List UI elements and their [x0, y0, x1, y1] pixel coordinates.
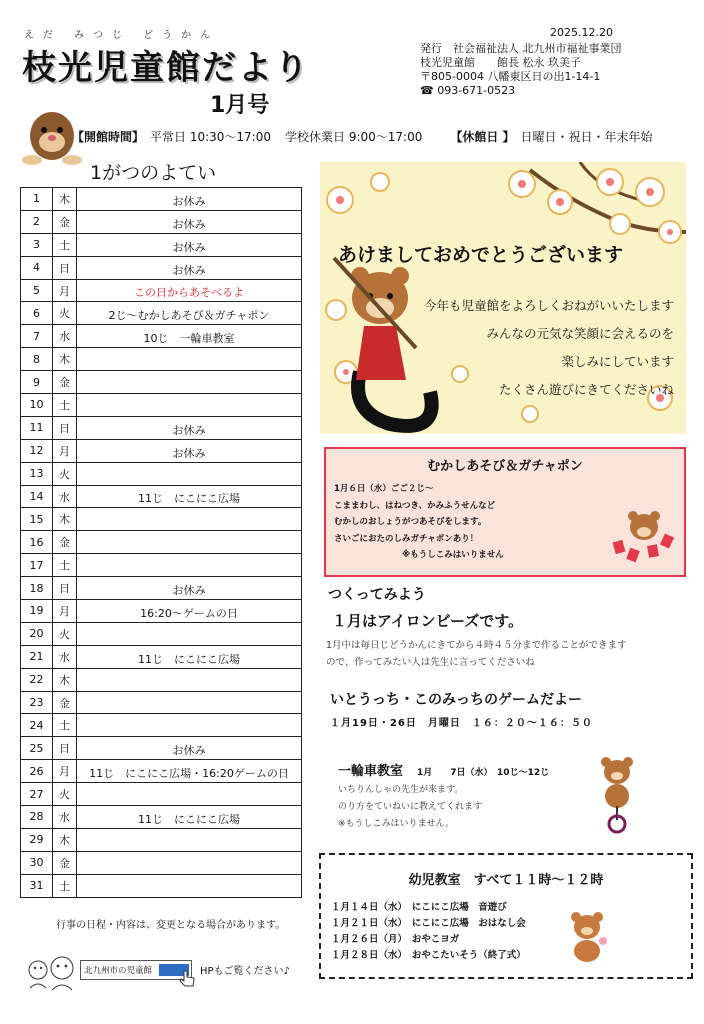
calendar-day: 6	[21, 302, 53, 325]
schedule-calendar	[20, 187, 302, 898]
calendar-weekday: 水	[53, 806, 77, 829]
calendar-title: 1がつのよてい	[90, 162, 217, 184]
calendar-day: 26	[21, 760, 53, 783]
calendar-event: お休み	[77, 233, 302, 256]
calendar-event	[77, 531, 302, 554]
issue-date: 2025.12.20	[550, 26, 613, 39]
calendar-event: この日からあそべるよ	[77, 279, 302, 302]
calendar-weekday: 日	[53, 416, 77, 439]
calendar-event: お休み	[77, 737, 302, 760]
issue-label: 1月号	[210, 93, 270, 118]
calendar-row	[21, 485, 302, 508]
craft-line: ので、作ってみたい人は先生に言ってくださいね	[326, 657, 535, 668]
calendar-event: お休み	[77, 439, 302, 462]
unicycle-line: いちりんしゃの先生が来ます。	[338, 785, 464, 795]
unicycle-description	[338, 782, 482, 833]
bear-unicycle-illustration-icon	[592, 756, 642, 834]
calendar-day: 4	[21, 256, 53, 279]
calendar-day: 29	[21, 828, 53, 851]
title-ruby: えだ みつじ どうかん	[24, 30, 220, 41]
new-year-line: みんなの元気な笑顔に会えるのを	[486, 326, 674, 341]
weekday-hours: 平常日 10:30～17:00	[150, 130, 271, 144]
cursor-hand-icon	[178, 968, 198, 988]
calendar-row	[21, 783, 302, 806]
calendar-weekday: 火	[53, 302, 77, 325]
calendar-event: 11じ にこにこ広場	[77, 645, 302, 668]
calendar-row	[21, 302, 302, 325]
calendar-weekday: 月	[53, 279, 77, 302]
calendar-weekday: 水	[53, 485, 77, 508]
calendar-day: 20	[21, 622, 53, 645]
calendar-weekday: 木	[53, 828, 77, 851]
calendar-row	[21, 325, 302, 348]
calendar-weekday: 金	[53, 371, 77, 394]
calendar-row	[21, 531, 302, 554]
infant-class-item: １月２６日（月） おやこヨガ	[331, 934, 460, 945]
calendar-event: お休み	[77, 577, 302, 600]
infant-class-item: １月１４日（水） にこにこ広場 音遊び	[331, 902, 507, 913]
infant-class-box	[319, 853, 693, 979]
calendar-row	[21, 210, 302, 233]
calendar-event: お休み	[77, 256, 302, 279]
calendar-row	[21, 806, 302, 829]
calendar-row	[21, 256, 302, 279]
calendar-row	[21, 737, 302, 760]
calendar-event: 11じ にこにこ広場	[77, 485, 302, 508]
calendar-day: 16	[21, 531, 53, 554]
calendar-event	[77, 668, 302, 691]
closed-days-label: 【休館日 】	[450, 130, 515, 144]
mukashi-event-box	[324, 447, 686, 577]
new-year-title: あけましておめでとうございます	[338, 244, 624, 266]
calendar-weekday: 金	[53, 210, 77, 233]
calendar-weekday: 土	[53, 394, 77, 417]
mukashi-line: さいごにおたのしみガチャポンあり！	[334, 533, 479, 544]
calendar-weekday: 金	[53, 851, 77, 874]
calendar-day: 17	[21, 554, 53, 577]
publisher-line: 〒805-0004 八幡東区日の出1-14-1	[420, 70, 601, 83]
calendar-day: 14	[21, 485, 53, 508]
calendar-row	[21, 668, 302, 691]
calendar-row	[21, 828, 302, 851]
calendar-row	[21, 462, 302, 485]
calendar-weekday: 土	[53, 714, 77, 737]
calendar-event: 2じ～むかしあそび＆ガチャポン	[77, 302, 302, 325]
craft-title: １月はアイロンビーズです。	[332, 612, 524, 630]
calendar-day: 30	[21, 851, 53, 874]
calendar-day: 13	[21, 462, 53, 485]
new-year-card	[320, 162, 686, 434]
calendar-day: 21	[21, 645, 53, 668]
calendar-weekday: 木	[53, 348, 77, 371]
calendar-day: 27	[21, 783, 53, 806]
calendar-weekday: 土	[53, 233, 77, 256]
calendar-event	[77, 508, 302, 531]
calendar-day: 15	[21, 508, 53, 531]
hp-text: HPもご覧ください♪	[200, 966, 290, 977]
calendar-event: 10じ 一輪車教室	[77, 325, 302, 348]
infant-class-list	[331, 900, 526, 964]
calendar-event	[77, 714, 302, 737]
holiday-hours: 学校休業日 9:00～17:00	[285, 130, 423, 144]
calendar-row	[21, 600, 302, 623]
bear-cards-illustration-icon	[608, 505, 678, 565]
calendar-day: 11	[21, 416, 53, 439]
calendar-event: 11じ にこにこ広場	[77, 806, 302, 829]
calendar-day: 18	[21, 577, 53, 600]
calendar-event: お休み	[77, 188, 302, 211]
mukashi-body	[334, 481, 504, 564]
mukashi-line: こままわし、はねつき、かみふうせんなど	[334, 500, 496, 511]
calendar-event: 16:20～ゲームの日	[77, 600, 302, 623]
calendar-weekday: 土	[53, 554, 77, 577]
calendar-row	[21, 439, 302, 462]
calendar-weekday: 日	[53, 577, 77, 600]
craft-line: 1月中は毎日じどうかんにきてから４時４５分まで作ることができます	[326, 640, 627, 651]
mukashi-title: むかしあそび＆ガチャポン	[427, 459, 583, 474]
calendar-weekday: 水	[53, 645, 77, 668]
publisher-line: 枝光児童館 館長 松永 玖美子	[420, 56, 581, 69]
opening-hours	[72, 128, 653, 145]
calendar-row	[21, 394, 302, 417]
open-hours-label: 【開館時間】	[72, 130, 145, 144]
hp-link-box[interactable]	[80, 960, 192, 980]
hp-link-label: 北九州市の児童館	[84, 966, 153, 976]
calendar-row	[21, 622, 302, 645]
infant-class-title: 幼児教室 すべて１１時～１２時	[408, 873, 604, 888]
calendar-day: 31	[21, 874, 53, 897]
new-year-line: 楽しみにしています	[561, 354, 674, 369]
calendar-weekday: 木	[53, 188, 77, 211]
unicycle-line: のり方をていねいに教えてくれます	[338, 802, 483, 812]
unicycle-date: 1月 7日（水） 10じ～12じ	[417, 768, 550, 778]
calendar-weekday: 火	[53, 622, 77, 645]
calendar-day: 7	[21, 325, 53, 348]
calendar-event	[77, 783, 302, 806]
calendar-weekday: 月	[53, 600, 77, 623]
calendar-row	[21, 416, 302, 439]
children-illustration-icon	[24, 952, 78, 992]
publisher-line: 発行 社会福祉法人 北九州市福祉事業団	[420, 42, 622, 55]
calendar-event: 11じ にこにこ広場・16:20ゲームの日	[77, 760, 302, 783]
calendar-day: 24	[21, 714, 53, 737]
calendar-event	[77, 371, 302, 394]
calendar-weekday: 金	[53, 691, 77, 714]
calendar-day: 1	[21, 188, 53, 211]
calendar-row	[21, 851, 302, 874]
calendar-weekday: 日	[53, 737, 77, 760]
calendar-day: 19	[21, 600, 53, 623]
calendar-row	[21, 233, 302, 256]
calendar-row	[21, 714, 302, 737]
calendar-weekday: 木	[53, 668, 77, 691]
calendar-row	[21, 188, 302, 211]
calendar-weekday: 土	[53, 874, 77, 897]
calendar-weekday: 水	[53, 325, 77, 348]
calendar-event	[77, 394, 302, 417]
calendar-row	[21, 691, 302, 714]
calendar-day: 2	[21, 210, 53, 233]
calendar-event	[77, 554, 302, 577]
calendar-day: 12	[21, 439, 53, 462]
calendar-weekday: 月	[53, 439, 77, 462]
calendar-row	[21, 371, 302, 394]
calendar-day: 3	[21, 233, 53, 256]
calendar-event	[77, 691, 302, 714]
infant-class-item: １月２８日（水） おやこたいそう（終了式）	[331, 950, 526, 961]
game-detail: １月19日・26日 月曜日 １６：２０～１６：５０	[330, 718, 593, 729]
calendar-event: お休み	[77, 210, 302, 233]
craft-heading: つくってみよう	[328, 587, 426, 603]
mukashi-line: 1月６日（水）ごご２じ～	[334, 484, 434, 494]
publisher-info	[420, 42, 622, 98]
schedule-note: 行事の日程・内容は、変更となる場合があります。	[56, 920, 286, 931]
calendar-event	[77, 874, 302, 897]
unicycle-section	[338, 760, 549, 779]
calendar-row	[21, 577, 302, 600]
calendar-day: 22	[21, 668, 53, 691]
new-year-line: 今年も児童館をよろしくおねがいいたします	[423, 298, 674, 313]
calendar-event	[77, 348, 302, 371]
calendar-event	[77, 851, 302, 874]
bear-icecream-illustration-icon	[565, 911, 609, 963]
calendar-row	[21, 554, 302, 577]
calendar-day: 10	[21, 394, 53, 417]
unicycle-line: ※もうしこみはいりません。	[338, 819, 455, 829]
page-title: 枝光児童館だより	[22, 48, 310, 88]
calendar-day: 25	[21, 737, 53, 760]
closed-days: 日曜日・祝日・年末年始	[520, 130, 653, 144]
calendar-weekday: 日	[53, 256, 77, 279]
calendar-day: 28	[21, 806, 53, 829]
calendar-row	[21, 279, 302, 302]
mukashi-line: ※もうしこみはいりません	[334, 550, 504, 560]
calendar-day: 23	[21, 691, 53, 714]
craft-description	[326, 637, 627, 671]
calendar-weekday: 火	[53, 783, 77, 806]
new-year-line: たくさん遊びにきてくださいね	[498, 382, 674, 397]
calendar-event: お休み	[77, 416, 302, 439]
calendar-row	[21, 645, 302, 668]
new-year-message	[420, 292, 674, 404]
calendar-row	[21, 348, 302, 371]
game-title: いとうっち・このみっちのゲームだよー	[330, 692, 582, 708]
calendar-event	[77, 622, 302, 645]
calendar-day: 5	[21, 279, 53, 302]
mukashi-line: むかしのおしょうがつあそびをします。	[334, 517, 487, 527]
calendar-day: 9	[21, 371, 53, 394]
calendar-weekday: 月	[53, 760, 77, 783]
calendar-event	[77, 828, 302, 851]
unicycle-title: 一輪車教室	[338, 764, 404, 779]
calendar-row	[21, 508, 302, 531]
calendar-weekday: 木	[53, 508, 77, 531]
calendar-day: 8	[21, 348, 53, 371]
calendar-weekday: 火	[53, 462, 77, 485]
calendar-event	[77, 462, 302, 485]
calendar-row	[21, 760, 302, 783]
publisher-line: ☎ 093-671-0523	[420, 84, 516, 97]
infant-class-item: １月２１日（水） にこにこ広場 おはなし会	[331, 918, 526, 929]
calendar-row	[21, 874, 302, 897]
calendar-weekday: 金	[53, 531, 77, 554]
